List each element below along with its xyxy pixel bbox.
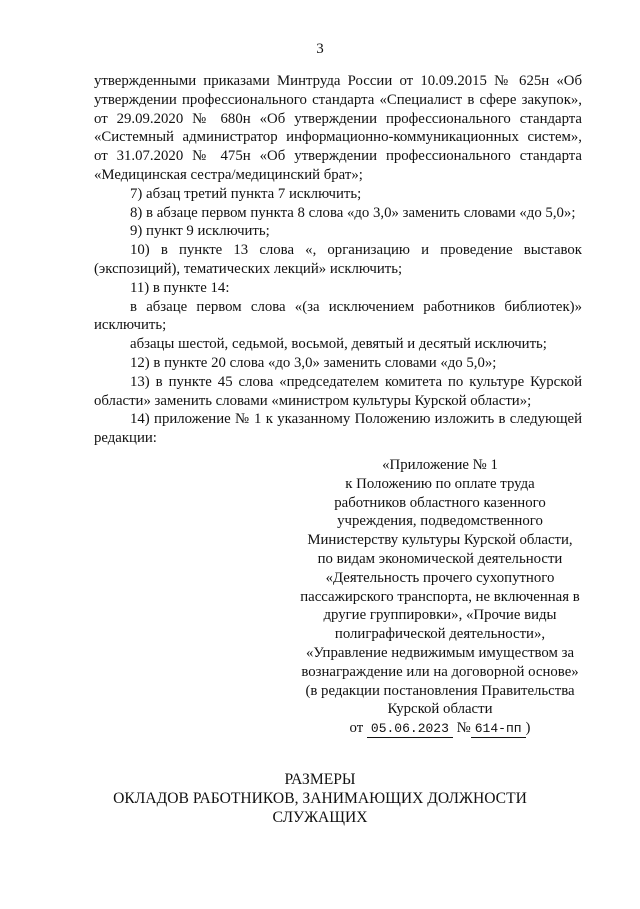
paragraph-item-11: 11) в пункте 14: [130, 279, 230, 296]
paragraph-intro: утвержденными приказами Минтруда России от 10.09.2015 № 625н «Об утверждении профессионального стандарта «Специалист в сфере закупок», от 29.09.2020 № 680н «Об утверждении профессионального стандарта «Системный администратор информационно-коммуникационных систем», от 31.07.2020 № 475н «Об утверждении профессионального стандарта «Медицинская сестра/медицинский брат»; [94, 73, 582, 183]
heading-line-3: СЛУЖАЩИХ [272, 809, 368, 826]
paragraph-item-9: 9) пункт 9 исключить; [130, 223, 270, 240]
page-number: 3 [316, 41, 324, 57]
appendix-line: другие группировки», «Прочие виды [323, 607, 557, 624]
date-prefix: от [349, 720, 364, 737]
appendix-header [260, 456, 620, 738]
appendix-line: учреждения, подведомственного [337, 513, 543, 530]
appendix-line: «Приложение № 1 [382, 457, 498, 473]
heading-line-1: РАЗМЕРЫ [284, 771, 356, 788]
heading-line-2: ОКЛАДОВ РАБОТНИКОВ, ЗАНИМАЮЩИХ ДОЛЖНОСТИ [113, 790, 527, 807]
appendix-line: Курской области [387, 701, 493, 718]
closing-paren: ) [525, 720, 531, 737]
appendix-line: Министерству культуры Курской области, [307, 532, 573, 549]
document-date: 05.06.2023 [367, 721, 453, 738]
paragraph-item-10: 10) в пункте 13 слова «, организацию и проведение выставок (экспозиций), тематических лекций» исключить; [94, 242, 582, 277]
body-text [94, 72, 582, 448]
document-number: 614-пп [471, 721, 526, 738]
appendix-line: по видам экономической деятельности [317, 550, 563, 567]
paragraph-item-12: 12) в пункте 20 слова «до 3,0» заменить словами «до 5,0»; [130, 354, 497, 371]
appendix-line: «Управление недвижимым имуществом за [305, 644, 575, 661]
paragraph-item-13: 13) в пункте 45 слова «председателем комитета по культуре Курской области» заменить словами «министром культуры Курской области»; [94, 373, 582, 409]
paragraph-item-14: 14) приложение № 1 к указанному Положению изложить в следующей редакции: [94, 411, 582, 447]
appendix-line: «Деятельность прочего сухопутного [325, 569, 555, 586]
appendix-line: к Положению по оплате труда [345, 475, 535, 492]
appendix-line: (в редакции постановления Правительства [305, 682, 575, 699]
section-heading [0, 770, 640, 827]
number-prefix: № [456, 720, 471, 737]
appendix-line: вознаграждение или на договорной основе» [301, 663, 579, 680]
paragraph-item-7: 7) абзац третий пункта 7 исключить; [130, 185, 362, 202]
appendix-date-line [260, 719, 620, 738]
appendix-line: пассажирского транспорта, не включенная в [300, 588, 580, 605]
paragraph-item-11-sub2: абзацы шестой, седьмой, восьмой, девятый и десятый исключить; [130, 336, 547, 353]
paragraph-item-8: 8) в абзаце первом пункта 8 слова «до 3,0» заменить словами «до 5,0»; [130, 204, 576, 221]
appendix-line: работников областного казенного [334, 494, 546, 511]
appendix-line: полиграфической деятельности», [334, 626, 546, 643]
paragraph-item-11-sub1: в абзаце первом слова «(за исключением работников библиотек)» исключить; [94, 298, 582, 334]
